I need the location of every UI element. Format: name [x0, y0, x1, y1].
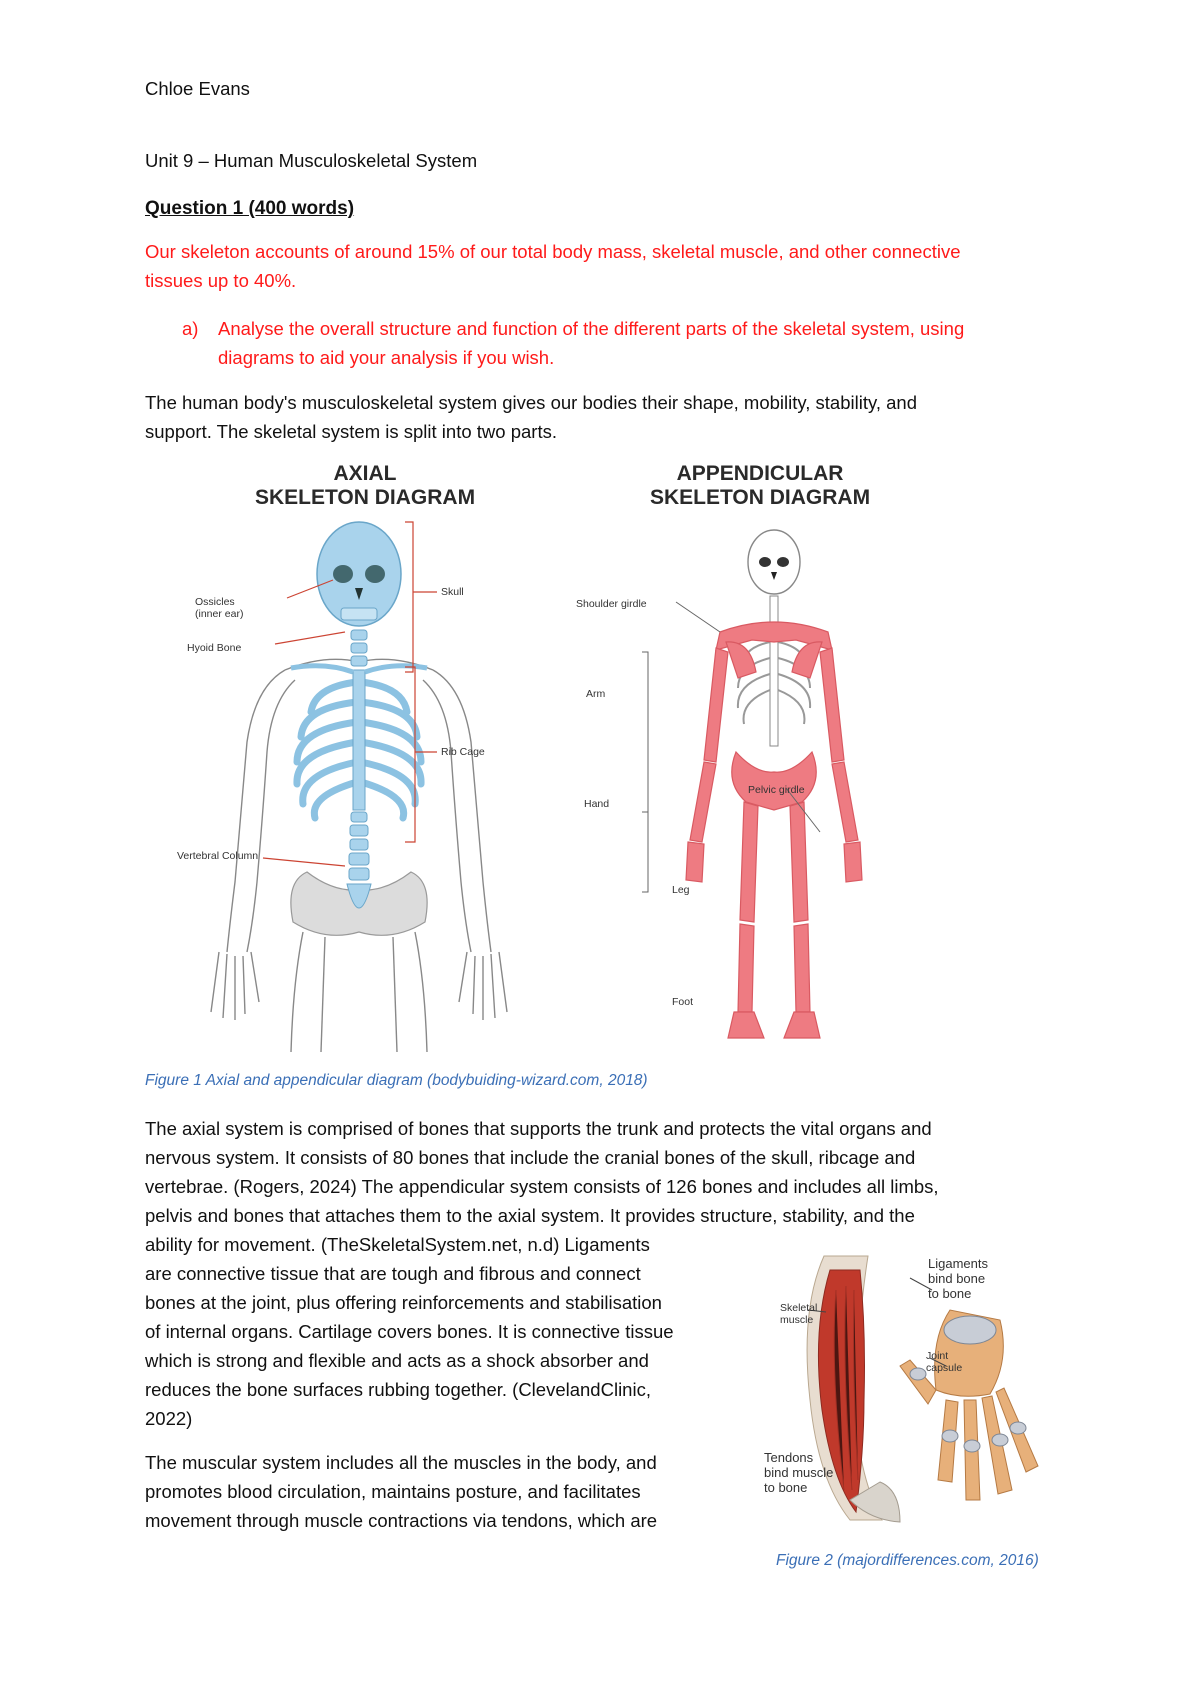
unit-title: Unit 9 – Human Musculoskeletal System	[145, 150, 478, 171]
axial-skeleton-figure	[175, 462, 545, 1052]
intro-line: Our skeleton accounts of around 15% of our total body mass, skeletal muscle, and other connective	[145, 241, 961, 262]
author-name: Chloe Evans	[145, 78, 250, 99]
paragraph-line: The axial system is comprised of bones that supports the trunk and protects the vital organs and	[145, 1118, 932, 1139]
appendicular-title: APPENDICULAR SKELETON DIAGRAM	[649, 462, 871, 509]
label-tendons: Tendons bind muscle to bone	[764, 1450, 834, 1495]
label-pelvic-girdle: Pelvic girdle	[748, 784, 805, 796]
paragraph-line: promotes blood circulation, maintains posture, and facilitates	[145, 1481, 641, 1502]
question-a-marker: a)	[182, 318, 199, 339]
muscle-and-hand-illustration	[760, 1250, 1060, 1540]
paragraph-line: of internal organs. Cartilage covers bones. It is connective tissue	[145, 1321, 674, 1342]
label-ossicles: Ossicles (inner ear)	[195, 596, 244, 620]
label-skull: Skull	[441, 586, 464, 598]
paragraph-line: nervous system. It consists of 80 bones that include the cranial bones of the skull, ribcage and	[145, 1147, 916, 1168]
label-leg: Leg	[672, 884, 690, 896]
paragraph-line: bones at the joint, plus offering reinforcements and stabilisation	[145, 1292, 662, 1313]
paragraph-line: movement through muscle contractions via tendons, which are	[145, 1510, 658, 1531]
label-arm: Arm	[586, 688, 606, 700]
question-a-line: diagrams to aid your analysis if you wish.	[218, 347, 555, 368]
label-hand: Hand	[584, 798, 610, 810]
ligaments-tendons-figure	[760, 1250, 1060, 1540]
question-a-line: Analyse the overall structure and function of the different parts of the skeletal system, using	[218, 318, 965, 339]
axial-skeleton-illustration	[175, 512, 545, 1052]
paragraph-line: which is strong and flexible and acts as a shock absorber and	[145, 1350, 649, 1371]
intro-line: tissues up to 40%.	[145, 270, 297, 291]
label-vertebral-column: Vertebral Column	[177, 850, 259, 862]
paragraph-line: The muscular system includes all the muscles in the body, and	[145, 1452, 657, 1473]
figure-1-caption: Figure 1 Axial and appendicular diagram (bodybuiding-wizard.com, 2018)	[145, 1072, 648, 1089]
label-skeletal-muscle: Skeletal muscle	[780, 1302, 818, 1326]
paragraph-line: ability for movement. (TheSkeletalSystem.net, n.d) Ligaments	[145, 1234, 650, 1255]
paragraph-line: 2022)	[145, 1408, 193, 1429]
paragraph-3	[145, 1448, 657, 1535]
paragraph-line: are connective tissue that are tough and fibrous and connect	[145, 1263, 641, 1284]
paragraph-line: The human body's musculoskeletal system gives our bodies their shape, mobility, stability, and	[145, 392, 917, 413]
figure-2-caption: Figure 2 (majordifferences.com, 2016)	[776, 1552, 1039, 1569]
label-hyoid-bone: Hyoid Bone	[187, 642, 242, 654]
label-ligaments: Ligaments bind bone to bone	[928, 1256, 988, 1301]
paragraph-line: vertebrae. (Rogers, 2024) The appendicular system consists of 126 bones and includes all limbs,	[145, 1176, 939, 1197]
label-joint-capsule: Joint capsule	[926, 1350, 963, 1374]
axial-title: AXIAL SKELETON DIAGRAM	[254, 462, 476, 509]
paragraph-line: support. The skeletal system is split into two parts.	[145, 421, 557, 442]
label-foot: Foot	[672, 996, 694, 1008]
paragraph-line: pelvis and bones that attaches them to the axial system. It provides structure, stability, and the	[145, 1205, 915, 1226]
question-heading: Question 1 (400 words)	[145, 198, 355, 219]
label-shoulder-girdle: Shoulder girdle	[576, 598, 647, 610]
appendicular-skeleton-illustration	[620, 512, 920, 1052]
paragraph-line: reduces the bone surfaces rubbing together. (ClevelandClinic,	[145, 1379, 651, 1400]
label-rib-cage: Rib Cage	[441, 746, 485, 758]
appendicular-skeleton-figure	[576, 462, 920, 1052]
